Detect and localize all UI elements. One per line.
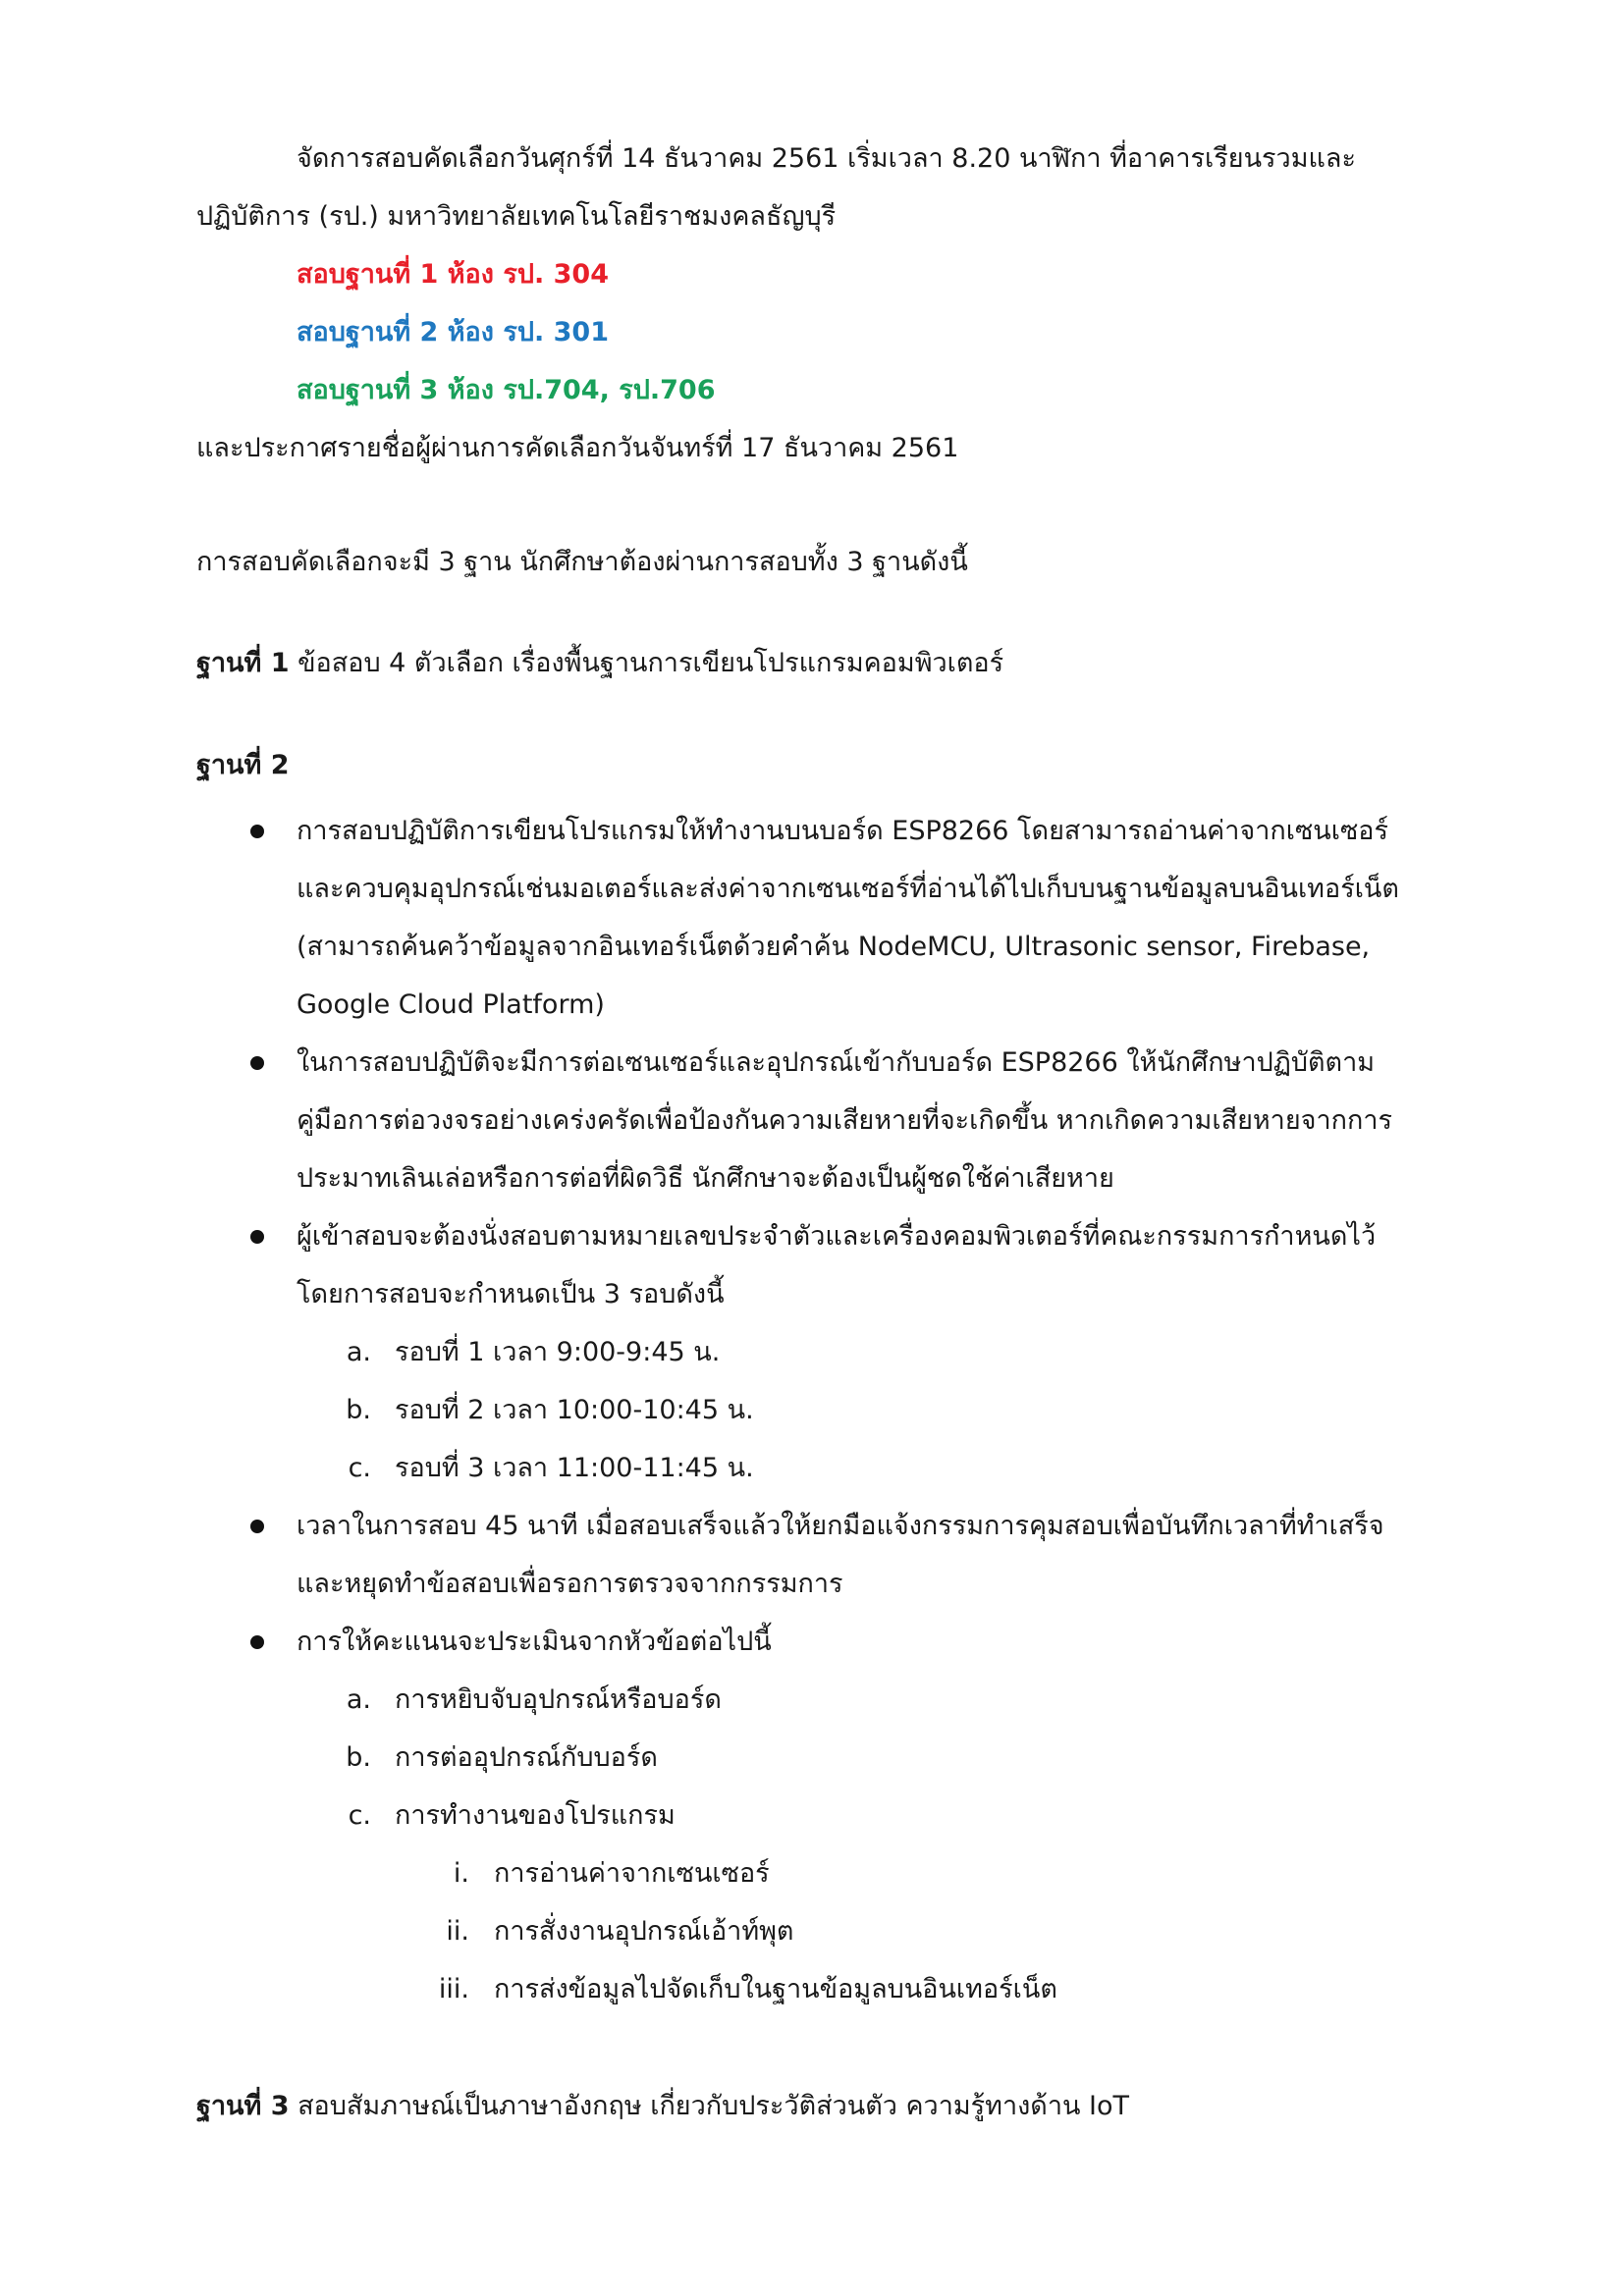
base-1-label: ฐานที่ 1	[196, 648, 290, 678]
round-item: รอบที่ 1 เวลา 9:00-9:45 น.	[395, 1337, 721, 1367]
criteria-item: การหยิบจับอุปกรณ์หรือบอร์ด	[395, 1684, 722, 1715]
bullet-2-line-3: ประมาทเลินเล่อหรือการต่อที่ผิดวิธี นักศึกษาจะต้องเป็นผู้ชดใช้ค่าเสียหาย	[297, 1163, 1114, 1194]
round-marker: c.	[348, 1453, 371, 1483]
bullet-5-line-1: การให้คะแนนจะประเมินจากหัวข้อต่อไปนี้	[297, 1627, 772, 1657]
bullet-4-line-1: เวลาในการสอบ 45 นาที เมื่อสอบเสร็จแล้วให้ยกมือแจ้งกรรมการคุมสอบเพื่อบันทึกเวลาที่ทำเสร็จ	[297, 1511, 1384, 1541]
bullet-1-line-3: (สามารถค้นคว้าข้อมูลจากอินเทอร์เน็ตด้วยคำค้น NodeMCU, Ultrasonic sensor, Firebase,	[297, 932, 1371, 962]
criteria-item: การทำงานของโปรแกรม	[395, 1800, 676, 1831]
criteria-marker: c.	[348, 1800, 371, 1831]
bullet-icon	[250, 1520, 264, 1533]
round-marker: a.	[346, 1337, 371, 1367]
subcriteria-item: การอ่านค่าจากเซนเซอร์	[494, 1858, 770, 1889]
criteria-marker: b.	[346, 1742, 371, 1773]
bullet-1-line-2: และควบคุมอุปกรณ์เช่นมอเตอร์และส่งค่าจากเซนเซอร์ที่อ่านได้ไปเก็บบนฐานข้อมูลบนอินเทอร์เน็ต	[297, 874, 1399, 904]
criteria-item: การต่ออุปกรณ์กับบอร์ด	[395, 1742, 658, 1773]
round-marker: b.	[346, 1395, 371, 1425]
station-2: สอบฐานที่ 2 ห้อง รป. 301	[297, 317, 609, 347]
subcriteria-marker: iii.	[438, 1974, 469, 2004]
subcriteria-item: การส่งข้อมูลไปจัดเก็บในฐานข้อมูลบนอินเทอร์เน็ต	[494, 1974, 1057, 2004]
overview: การสอบคัดเลือกจะมี 3 ฐาน นักศึกษาต้องผ่านการสอบทั้ง 3 ฐานดังนี้	[196, 547, 968, 577]
intro-line-2: ปฏิบัติการ (รป.) มหาวิทยาลัยเทคโนโลยีราชมงคลธัญบุรี	[196, 201, 837, 232]
bullet-3-line-2: โดยการสอบจะกำหนดเป็น 3 รอบดังนี้	[297, 1279, 725, 1309]
bullet-icon	[250, 1230, 264, 1244]
subcriteria-item: การสั่งงานอุปกรณ์เอ้าท์พุต	[494, 1916, 794, 1947]
subcriteria-marker: ii.	[446, 1916, 469, 1947]
criteria-marker: a.	[346, 1684, 371, 1715]
intro-line-1: จัดการสอบคัดเลือกวันศุกร์ที่ 14 ธันวาคม 2561 เริ่มเวลา 8.20 นาฬิกา ที่อาคารเรียนรวมและ	[297, 143, 1356, 174]
base-3-text: สอบสัมภาษณ์เป็นภาษาอังกฤษ เกี่ยวกับประวัติส่วนตัว ความรู้ทางด้าน IoT	[289, 2091, 1130, 2121]
base-3	[196, 2089, 1129, 2124]
base-1-text: ข้อสอบ 4 ตัวเลือก เรื่องพื้นฐานการเขียนโปรแกรมคอมพิวเตอร์	[289, 648, 1004, 678]
round-item: รอบที่ 2 เวลา 10:00-10:45 น.	[395, 1395, 754, 1425]
bullet-1-line-1: การสอบปฏิบัติการเขียนโปรแกรมให้ทำงานบนบอร์ด ESP8266 โดยสามารถอ่านค่าจากเซนเซอร์	[297, 816, 1389, 846]
round-item: รอบที่ 3 เวลา 11:00-11:45 น.	[395, 1453, 754, 1483]
bullet-icon	[250, 1056, 264, 1070]
bullet-2-line-1: ในการสอบปฏิบัติจะมีการต่อเซนเซอร์และอุปกรณ์เข้ากับบอร์ด ESP8266 ให้นักศึกษาปฏิบัติตาม	[297, 1047, 1376, 1078]
station-1: สอบฐานที่ 1 ห้อง รป. 304	[297, 259, 609, 290]
station-3: สอบฐานที่ 3 ห้อง รป.704, รป.706	[297, 375, 716, 405]
base-2-label: ฐานที่ 2	[196, 750, 290, 780]
bullet-1-line-4: Google Cloud Platform)	[297, 989, 605, 1020]
base-3-label: ฐานที่ 3	[196, 2091, 290, 2121]
subcriteria-marker: i.	[453, 1858, 469, 1889]
announcement: และประกาศรายชื่อผู้ผ่านการคัดเลือกวันจันทร์ที่ 17 ธันวาคม 2561	[196, 433, 959, 463]
bullet-4-line-2: และหยุดทำข้อสอบเพื่อรอการตรวจจากกรรมการ	[297, 1569, 843, 1599]
bullet-3-line-1: ผู้เข้าสอบจะต้องนั่งสอบตามหมายเลขประจำตัวและเครื่องคอมพิวเตอร์ที่คณะกรรมการกำหนดไว้	[297, 1221, 1377, 1252]
bullet-2-line-2: คู่มือการต่อวงจรอย่างเคร่งครัดเพื่อป้องกันความเสียหายที่จะเกิดขึ้น หากเกิดความเสียหายจากการ	[297, 1105, 1393, 1136]
base-1	[196, 646, 1003, 681]
bullet-icon	[250, 1635, 264, 1649]
bullet-icon	[250, 825, 264, 838]
